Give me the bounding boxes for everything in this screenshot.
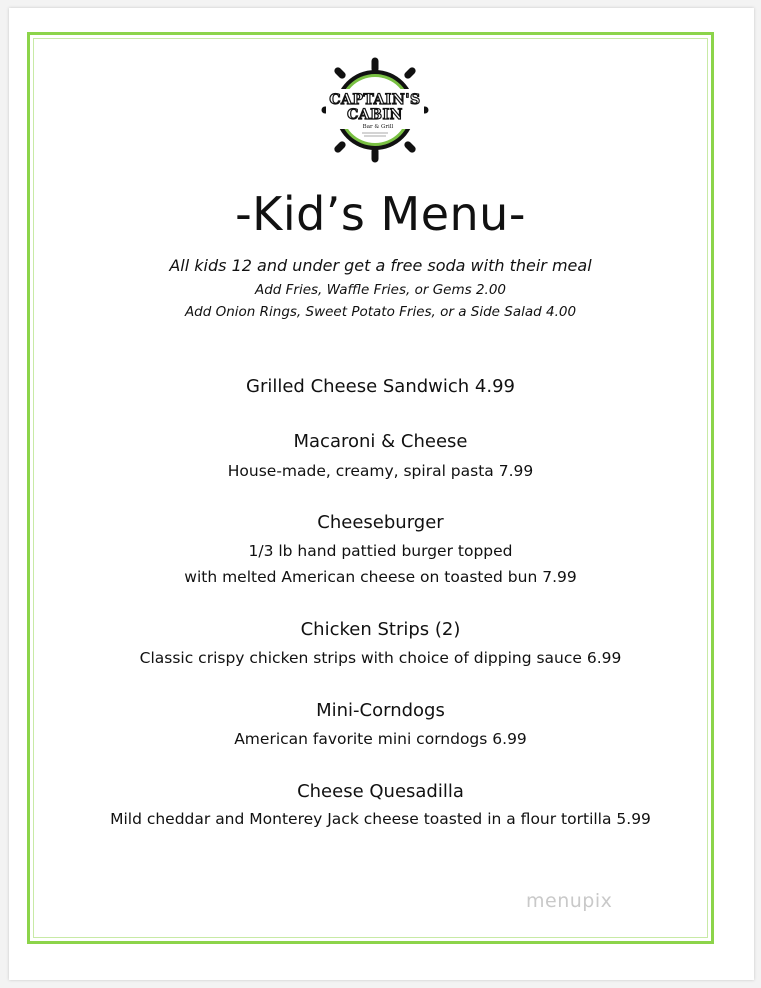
item-cheeseburger-desc1: 1/3 lb hand pattied burger topped: [248, 542, 513, 560]
captains-cabin-logo: [318, 56, 432, 164]
item-chicken-strips-desc: Classic crispy chicken strips with choice of dipping sauce 6.99: [139, 649, 622, 667]
item-corndogs-desc: American favorite mini corndogs 6.99: [234, 730, 527, 748]
logo-line2: CABIN: [347, 107, 403, 123]
logo-tagline: Bar & Grill: [362, 124, 394, 130]
item-macaroni-name: Macaroni & Cheese: [293, 431, 468, 452]
free-soda-note: All kids 12 and under get a free soda with their meal: [169, 256, 592, 275]
ship-wheel-icon: [318, 56, 432, 164]
item-macaroni-desc: House-made, creamy, spiral pasta 7.99: [227, 462, 534, 480]
item-quesadilla-desc: Mild cheddar and Monterey Jack cheese toasted in a flour tortilla 5.99: [110, 810, 651, 828]
item-cheeseburger-desc2: with melted American cheese on toasted bun 7.99: [184, 568, 577, 586]
item-corndogs-name: Mini-Corndogs: [316, 700, 445, 721]
page-title: -Kid’s Menu-: [235, 187, 526, 241]
item-quesadilla-name: Cheese Quesadilla: [297, 781, 464, 802]
logo-line1: CAPTAIN'S: [329, 92, 421, 108]
item-chicken-strips-name: Chicken Strips (2): [300, 619, 461, 640]
addon-fries-note: Add Fries, Waffle Fries, or Gems 2.00: [254, 282, 506, 298]
item-cheeseburger-name: Cheeseburger: [317, 512, 444, 533]
addon-rings-note: Add Onion Rings, Sweet Potato Fries, or a Side Salad 4.00: [184, 304, 577, 320]
menupix-watermark: menupix: [526, 890, 613, 912]
item-grilled-cheese: Grilled Cheese Sandwich 4.99: [246, 376, 515, 397]
